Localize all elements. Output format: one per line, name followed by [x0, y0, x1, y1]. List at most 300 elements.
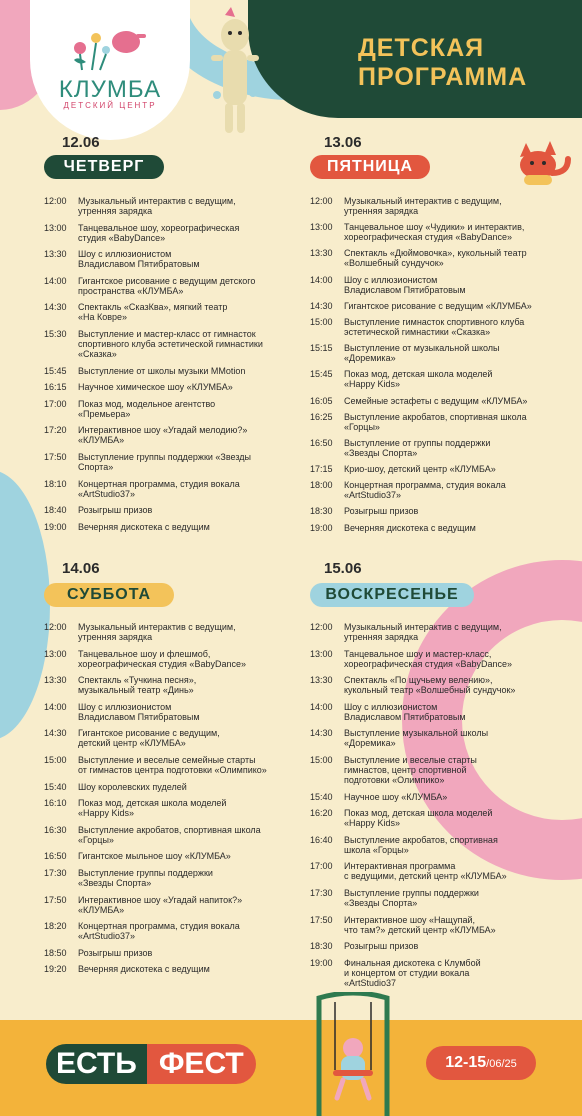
schedule-item [310, 915, 534, 935]
event-title-line: Танцевальное шоу и флешмоб, [78, 648, 211, 659]
event-title-line: от гимнастов центра подготовки «Олимпико» [78, 764, 267, 775]
logo-name: КЛУМБА [58, 76, 162, 103]
event-title-line: Финальная дискотека с Клумбой [344, 957, 481, 968]
event-title-line: Показ мод, детская школа моделей [344, 808, 493, 819]
schedule-item [44, 755, 280, 775]
event-title [78, 479, 280, 499]
event-title [78, 798, 280, 818]
event-title-line: утренняя зарядка [78, 632, 153, 642]
event-time: 17:30 [310, 887, 333, 898]
event-time: 14:30 [310, 728, 333, 739]
event-title [344, 835, 534, 855]
event-time: 14:30 [44, 302, 67, 313]
schedule-item [44, 329, 280, 359]
schedule-item [44, 782, 280, 792]
event-title [78, 921, 280, 941]
schedule-item [44, 479, 280, 499]
schedule-item [44, 622, 280, 642]
schedule-item [44, 798, 280, 818]
schedule-item [310, 941, 534, 951]
event-title-line: «Сказка» [78, 348, 117, 359]
plush-mascot-icon [205, 5, 265, 145]
schedule-item [310, 523, 554, 533]
event-title-line: Показ мод, модельное агентство [78, 398, 216, 409]
event-time: 17:20 [44, 425, 67, 436]
event-title-line: Танцевальное шоу «Чудики» и интерактив, [344, 222, 525, 233]
schedule-item [310, 888, 534, 908]
event-time: 15:40 [44, 781, 67, 792]
schedule-item [44, 825, 280, 845]
schedule-item [310, 412, 554, 432]
event-title-line: Выступление группы поддержки [344, 887, 479, 898]
event-title-line: утренняя зарядка [78, 206, 153, 216]
event-time: 14:00 [44, 275, 67, 286]
event-time: 15:45 [44, 365, 67, 376]
event-title-line: «Горцы» [78, 834, 114, 845]
schedule-sunday [310, 622, 534, 994]
schedule-item [310, 958, 534, 988]
event-title [78, 675, 280, 695]
logo-subtitle: ДЕТСКИЙ ЦЕНТР [63, 101, 157, 110]
event-time: 12:00 [310, 622, 333, 632]
schedule-item [310, 792, 534, 802]
event-title-line: Показ мод, детская школа моделей [344, 369, 493, 380]
event-time: 13:30 [44, 675, 67, 686]
event-title-line: Выступление и мастер-класс от гимнасток [78, 328, 256, 339]
event-title-line: Концертная программа, студия вокала [78, 478, 240, 489]
schedule-item [44, 276, 280, 296]
schedule-item [310, 808, 534, 828]
event-title [78, 622, 280, 642]
event-title-line: Выступление от школы музыки MMotion [78, 365, 246, 376]
flower-pot-icon [66, 20, 156, 72]
event-title [344, 728, 534, 748]
schedule-item [310, 480, 554, 500]
event-title-line: Семейные эстафеты с ведущим «КЛУМБА» [344, 395, 528, 406]
event-time: 13:00 [310, 648, 333, 659]
festival-dates-month-year: /06/25 [486, 1058, 517, 1070]
event-time: 15:15 [310, 343, 333, 354]
schedule-item [44, 505, 280, 515]
event-title-line: Интерактивное шоу «Угадай мелодию?» [78, 425, 248, 436]
event-title-line: Научное химическое шоу «КЛУМБА» [78, 382, 233, 393]
schedule-item [310, 835, 534, 855]
event-title [78, 728, 280, 748]
event-time: 13:30 [310, 248, 333, 259]
fest-logo-word-1: ЕСТЬ [46, 1044, 147, 1084]
event-title-line: «Happy Kids» [344, 818, 401, 829]
schedule-item [44, 851, 280, 861]
event-title-line: «Звезды Спорта» [78, 877, 152, 888]
title-line-2: ПРОГРАММА [358, 63, 528, 91]
event-title-line: Музыкальный интерактив с ведущим, [344, 622, 502, 632]
event-title [78, 782, 280, 792]
event-title [344, 301, 554, 311]
event-time: 12:00 [44, 622, 67, 632]
schedule-item [310, 861, 534, 881]
event-time: 16:50 [44, 851, 67, 862]
event-time: 19:00 [44, 521, 67, 532]
event-title-line: «Звезды Спорта» [344, 897, 418, 908]
day-label-friday: ПЯТНИЦА [310, 155, 430, 179]
event-title [78, 825, 280, 845]
event-title-line: Выступление акробатов, спортивная [344, 834, 498, 845]
schedule-item [44, 196, 280, 216]
event-title-line: Гигантское рисование с ведущим детского [78, 275, 256, 286]
event-title [344, 888, 534, 908]
schedule-item [310, 369, 554, 389]
event-time: 19:00 [310, 957, 333, 968]
schedule-item [44, 675, 280, 695]
event-title-line: Шоу королевских пуделей [78, 781, 187, 792]
schedule-item [310, 317, 554, 337]
schedule-item [44, 425, 280, 445]
event-time: 16:40 [310, 834, 333, 845]
schedule-item [310, 343, 554, 363]
event-title [344, 343, 554, 363]
schedule-item [44, 249, 280, 269]
event-title-line: Музыкальный интерактив с ведущим, [78, 196, 236, 206]
event-title-line: «Премьера» [78, 408, 131, 419]
event-title [78, 399, 280, 419]
event-title-line: эстетической гимнастики «Сказка» [344, 326, 491, 337]
fox-icon [510, 135, 572, 190]
event-title-line: «Волшебный сундучок» [344, 258, 444, 269]
schedule-item [44, 382, 280, 392]
schedule-friday [310, 196, 554, 539]
event-time: 12:00 [44, 196, 67, 206]
event-title-line: «На Ковре» [78, 312, 128, 323]
event-time: 16:30 [44, 824, 67, 835]
schedule-item [310, 702, 534, 722]
event-title [78, 964, 280, 974]
event-title [78, 505, 280, 515]
event-time: 17:15 [310, 464, 333, 475]
event-title-line: Концертная программа, студия вокала [78, 921, 240, 932]
fest-logo-word-2: ФЕСТ [147, 1044, 256, 1084]
event-title-line: Выступление от группы поддержки [344, 437, 491, 448]
event-title [344, 622, 534, 642]
day-date-thursday: 12.06 [62, 134, 100, 151]
title-line-1: ДЕТСКАЯ [358, 34, 485, 62]
event-time: 14:00 [310, 274, 333, 285]
event-time: 15:00 [310, 754, 333, 765]
event-title [78, 382, 280, 392]
swing-character-icon [313, 992, 393, 1116]
event-time: 15:00 [310, 316, 333, 327]
schedule-item [44, 649, 280, 669]
event-time: 13:30 [44, 249, 67, 260]
event-title-line: с ведущими, детский центр «КЛУМБА» [344, 871, 507, 882]
event-title-line: детский центр «КЛУМБА» [78, 738, 186, 749]
event-time: 18:00 [310, 480, 333, 491]
event-title-line: Танцевальное шоу и мастер-класс, [344, 648, 492, 659]
schedule-item [310, 222, 554, 242]
schedule-item [44, 366, 280, 376]
event-title-line: Научное шоу «КЛУМБА» [344, 791, 448, 802]
event-title-line: Показ мод, детская школа моделей [78, 798, 227, 809]
event-title [344, 464, 554, 474]
schedule-item [44, 302, 280, 322]
event-title-line: хореографическая студия «BabyDance» [344, 658, 512, 669]
event-time: 15:45 [310, 369, 333, 380]
event-time: 13:00 [310, 222, 333, 233]
event-title-line: Вечерняя дискотека с ведущим [78, 964, 210, 975]
event-title-line: Спектакль «Дюймовочка», кукольный театр [344, 248, 527, 259]
event-title-line: Танцевальное шоу, хореографическая [78, 222, 240, 233]
event-time: 13:00 [44, 222, 67, 233]
event-time: 16:05 [310, 395, 333, 406]
event-title-line: что там?» детский центр «КЛУМБА» [344, 924, 496, 935]
schedule-item [310, 196, 554, 216]
schedule-item [44, 868, 280, 888]
event-title [78, 702, 280, 722]
event-title-line: утренняя зарядка [344, 632, 419, 642]
event-title-line: хореографическая студия «BabyDance» [344, 232, 512, 243]
event-title-line: Выступление и веселые старты [344, 754, 477, 765]
event-time: 18:50 [44, 947, 67, 958]
event-title-line: Выступление акробатов, спортивная школа [78, 824, 261, 835]
schedule-item [44, 921, 280, 941]
event-title [78, 276, 280, 296]
event-title-line: Крио-шоу, детский центр «КЛУМБА» [344, 464, 496, 475]
event-title-line: «ArtStudio37» [78, 488, 136, 499]
event-title-line: Гигантское рисование с ведущим «КЛУМБА» [344, 300, 532, 311]
schedule-item [310, 728, 534, 748]
event-title-line: гимнастов, центр спортивной [344, 764, 467, 775]
blue-blob-decoration [0, 470, 50, 740]
event-title [78, 302, 280, 322]
day-date-friday: 13.06 [324, 134, 362, 151]
event-title [344, 675, 534, 695]
event-title-line: студия «BabyDance» [78, 232, 166, 243]
event-title-line: Выступление группы поддержки «Звезды [78, 451, 251, 462]
event-title [78, 755, 280, 775]
event-title-line: «Happy Kids» [344, 379, 401, 390]
event-title [78, 452, 280, 472]
day-label-thursday: ЧЕТВЕРГ [44, 155, 164, 179]
festival-dates [426, 1046, 536, 1080]
event-title-line: Вечерняя дискотека с ведущим [78, 521, 210, 532]
event-time: 17:50 [44, 894, 67, 905]
day-date-saturday: 14.06 [62, 560, 100, 577]
event-title-line: Концертная программа, студия вокала [344, 480, 506, 491]
event-title-line: «ArtStudio37» [78, 931, 136, 942]
event-title-line: Выступление гимнасток спортивного клуба [344, 316, 525, 327]
event-title-line: Музыкальный интерактив с ведущим, [344, 196, 502, 206]
event-title-line: «Доремика» [344, 353, 396, 364]
event-title [344, 523, 554, 533]
event-title-line: спортивного клуба эстетической гимнастики [78, 338, 263, 349]
schedule-item [44, 399, 280, 419]
event-title-line: Вечерняя дискотека с ведущим [344, 522, 476, 533]
event-title [344, 808, 534, 828]
event-time: 12:00 [310, 196, 333, 206]
event-title [344, 755, 534, 785]
event-title [78, 851, 280, 861]
event-title [78, 649, 280, 669]
event-title [78, 522, 280, 532]
event-title [344, 506, 554, 516]
event-title-line: Розыгрыш призов [344, 506, 419, 517]
event-title-line: Шоу с иллюзионистом [78, 249, 172, 260]
schedule-item [310, 755, 534, 785]
event-time: 17:00 [44, 398, 67, 409]
schedule-item [310, 396, 554, 406]
event-title [344, 275, 554, 295]
event-title-line: Розыгрыш призов [78, 947, 153, 958]
event-title-line: «Happy Kids» [78, 808, 135, 819]
event-title-line: Гигантское мыльное шоу «КЛУМБА» [78, 851, 231, 862]
event-title-line: «ArtStudio37 [344, 977, 397, 988]
event-title-line: Владиславом Пятибратовым [78, 711, 200, 722]
schedule-thursday [44, 196, 280, 538]
event-title-line: музыкальный театр «Динь» [78, 685, 194, 696]
event-time: 16:25 [310, 411, 333, 422]
event-time: 18:40 [44, 505, 67, 516]
event-title-line: Выступление музыкальной школы [344, 728, 489, 739]
event-title [78, 249, 280, 269]
day-date-sunday: 15.06 [324, 560, 362, 577]
schedule-saturday [44, 622, 280, 981]
event-time: 17:50 [44, 451, 67, 462]
event-title-line: Интерактивная программа [344, 861, 456, 872]
event-title [344, 941, 534, 951]
schedule-item [44, 964, 280, 974]
day-label-saturday: СУББОТА [44, 583, 174, 607]
event-time: 16:10 [44, 798, 67, 809]
schedule-item [310, 649, 534, 669]
event-title-line: Выступление группы поддержки [78, 867, 213, 878]
event-title-line: Выступление акробатов, спортивная школа [344, 411, 527, 422]
event-title [344, 196, 554, 216]
event-time: 15:40 [310, 791, 333, 802]
event-title [344, 369, 554, 389]
event-title [344, 958, 534, 988]
event-title-line: «Звезды Спорта» [344, 447, 418, 458]
event-title-line: хореографическая студия «BabyDance» [78, 658, 246, 669]
event-time: 13:00 [44, 648, 67, 659]
event-title [344, 861, 534, 881]
event-title-line: школа «Горцы» [344, 844, 409, 855]
event-title-line: Владиславом Пятибратовым [344, 284, 466, 295]
event-time: 19:00 [310, 522, 333, 533]
event-title-line: Розыгрыш призов [344, 941, 419, 952]
event-title-line: «ArtStudio37» [344, 490, 402, 501]
event-title-line: Спорта» [78, 461, 114, 472]
event-title [344, 792, 534, 802]
event-time: 17:50 [310, 914, 333, 925]
day-label-sunday: ВОСКРЕСЕНЬЕ [310, 583, 474, 607]
event-time: 19:20 [44, 964, 67, 975]
page-title [358, 34, 568, 92]
schedule-item [310, 506, 554, 516]
event-title-line: утренняя зарядка [344, 206, 419, 216]
event-time: 18:10 [44, 478, 67, 489]
event-time: 18:30 [310, 941, 333, 952]
event-title-line: «КЛУМБА» [78, 435, 125, 446]
event-title [344, 438, 554, 458]
event-title [344, 915, 534, 935]
event-title-line: Спектакль «По щучьему велению», [344, 675, 493, 686]
event-title-line: «КЛУМБА» [78, 904, 125, 915]
schedule-item [44, 452, 280, 472]
event-title [78, 366, 280, 376]
schedule-item [310, 301, 554, 311]
event-title [78, 948, 280, 958]
event-time: 13:30 [310, 675, 333, 686]
schedule-item [44, 522, 280, 532]
event-title [78, 223, 280, 243]
event-time: 17:00 [310, 861, 333, 872]
event-title-line: Владиславом Пятибратовым [344, 711, 466, 722]
schedule-item [44, 895, 280, 915]
event-title-line: Спектакль «СказКва», мягкий театр [78, 302, 228, 313]
event-title-line: Владиславом Пятибратовым [78, 259, 200, 270]
event-title-line: Музыкальный интерактив с ведущим, [78, 622, 236, 632]
event-time: 17:30 [44, 867, 67, 878]
event-title [344, 649, 534, 669]
schedule-item [310, 622, 534, 642]
event-title-line: Розыгрыш призов [78, 505, 153, 516]
event-title [78, 196, 280, 216]
festival-dates-days: 12-15 [445, 1054, 487, 1071]
event-time: 15:00 [44, 754, 67, 765]
event-title [344, 702, 534, 722]
event-title [78, 329, 280, 359]
event-title-line: подготовки «Олимпико» [344, 774, 445, 785]
event-title [344, 222, 554, 242]
event-time: 18:20 [44, 921, 67, 932]
schedule-item [310, 438, 554, 458]
event-title [344, 412, 554, 432]
event-title-line: Шоу с иллюзионистом [344, 274, 438, 285]
schedule-item [310, 248, 554, 268]
fest-logo [46, 1044, 256, 1084]
event-time: 18:30 [310, 506, 333, 517]
schedule-item [44, 948, 280, 958]
event-title-line: Шоу с иллюзионистом [78, 701, 172, 712]
event-title [344, 396, 554, 406]
event-time: 16:15 [44, 382, 67, 393]
event-title-line: Шоу с иллюзионистом [344, 701, 438, 712]
event-title-line: Интерактивное шоу «Нащупай, [344, 914, 475, 925]
event-title-line: «Горцы» [344, 421, 380, 432]
event-title-line: Выступление и веселые семейные старты [78, 754, 256, 765]
event-time: 15:30 [44, 328, 67, 339]
event-title-line: Интерактивное шоу «Угадай напиток?» [78, 894, 243, 905]
event-title-line: Выступление от музыкальной школы [344, 343, 500, 354]
schedule-item [44, 223, 280, 243]
event-title-line: Гигантское рисование с ведущим, [78, 728, 220, 739]
schedule-item [44, 702, 280, 722]
event-time: 16:50 [310, 437, 333, 448]
event-time: 14:00 [44, 701, 67, 712]
schedule-item [310, 675, 534, 695]
event-time: 14:00 [310, 701, 333, 712]
event-title [78, 895, 280, 915]
event-title-line: и концертом от студии вокала [344, 967, 470, 978]
schedule-item [310, 275, 554, 295]
schedule-item [44, 728, 280, 748]
event-title-line: «Доремика» [344, 738, 396, 749]
event-title [344, 480, 554, 500]
event-title [78, 868, 280, 888]
event-title-line: пространства «КЛУМБА» [78, 285, 184, 296]
event-title [344, 248, 554, 268]
event-time: 16:20 [310, 808, 333, 819]
event-title [78, 425, 280, 445]
